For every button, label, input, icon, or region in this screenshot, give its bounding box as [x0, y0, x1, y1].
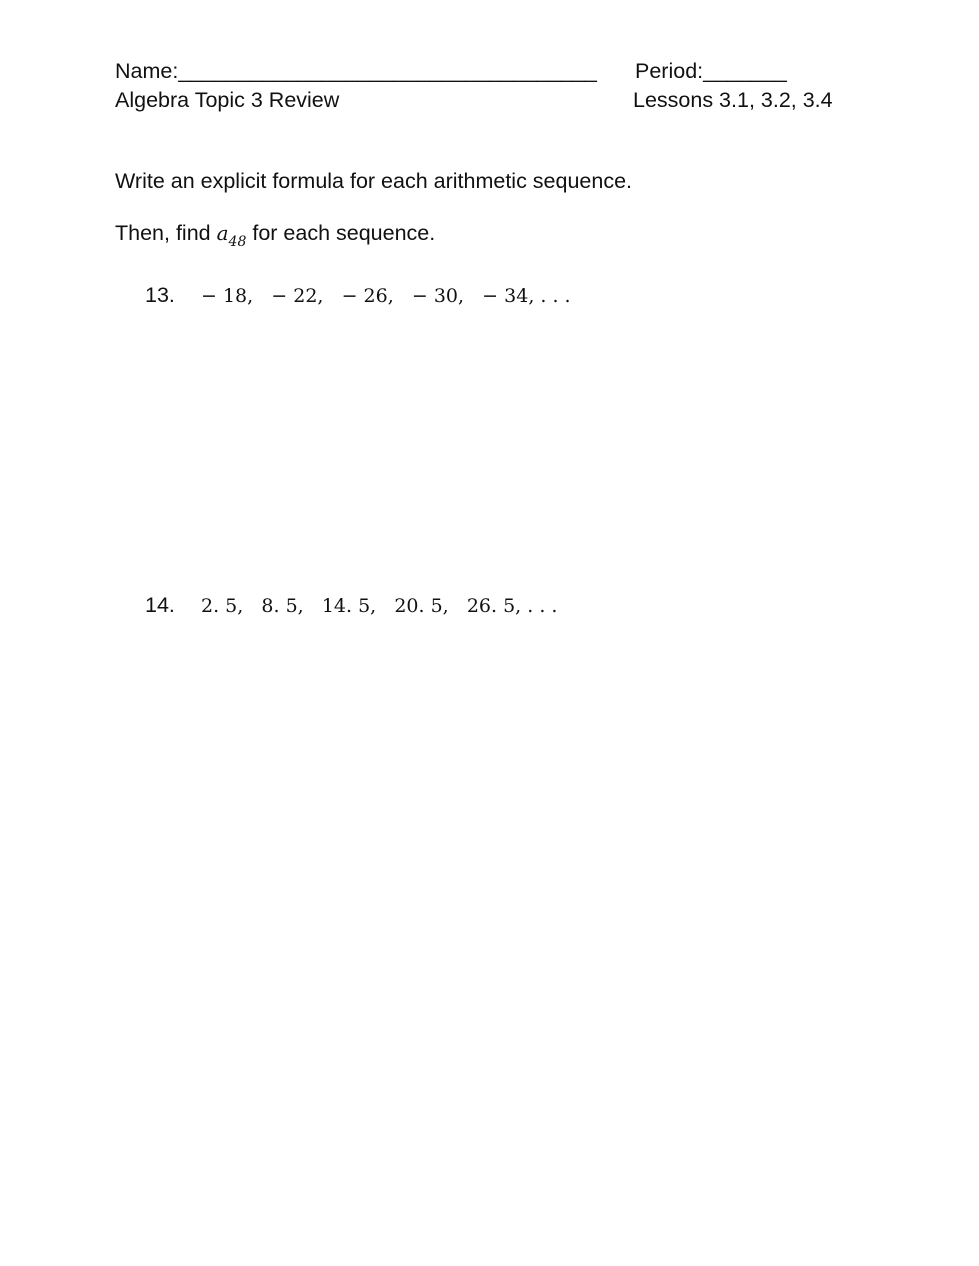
name-label: Name:___________________________________ [115, 59, 597, 83]
variable-subscript: 48 [228, 234, 247, 250]
problem-number: 14. [145, 593, 175, 617]
instruction-line-1: Write an explicit formula for each arithmetic sequence. [115, 169, 633, 193]
problem-number: 13. [145, 283, 175, 307]
lessons-label: Lessons 3.1, 3.2, 3.4 [633, 88, 833, 112]
period-label: Period:_______ [635, 59, 787, 83]
name-field[interactable] [115, 61, 597, 83]
instruction-line-2 [115, 221, 436, 250]
period-field[interactable] [635, 61, 787, 83]
page-title: Algebra Topic 3 Review [115, 88, 340, 112]
instruction-after: for each sequence. [252, 221, 436, 245]
instruction-before: Then, find [115, 221, 211, 245]
problem-sequence: − 18, − 22, − 26, − 30, − 34, . . . [201, 285, 571, 307]
problem-sequence: 2. 5, 8. 5, 14. 5, 20. 5, 26. 5, . . . [201, 595, 558, 617]
variable-a: $a_{48}$ [216, 221, 247, 250]
